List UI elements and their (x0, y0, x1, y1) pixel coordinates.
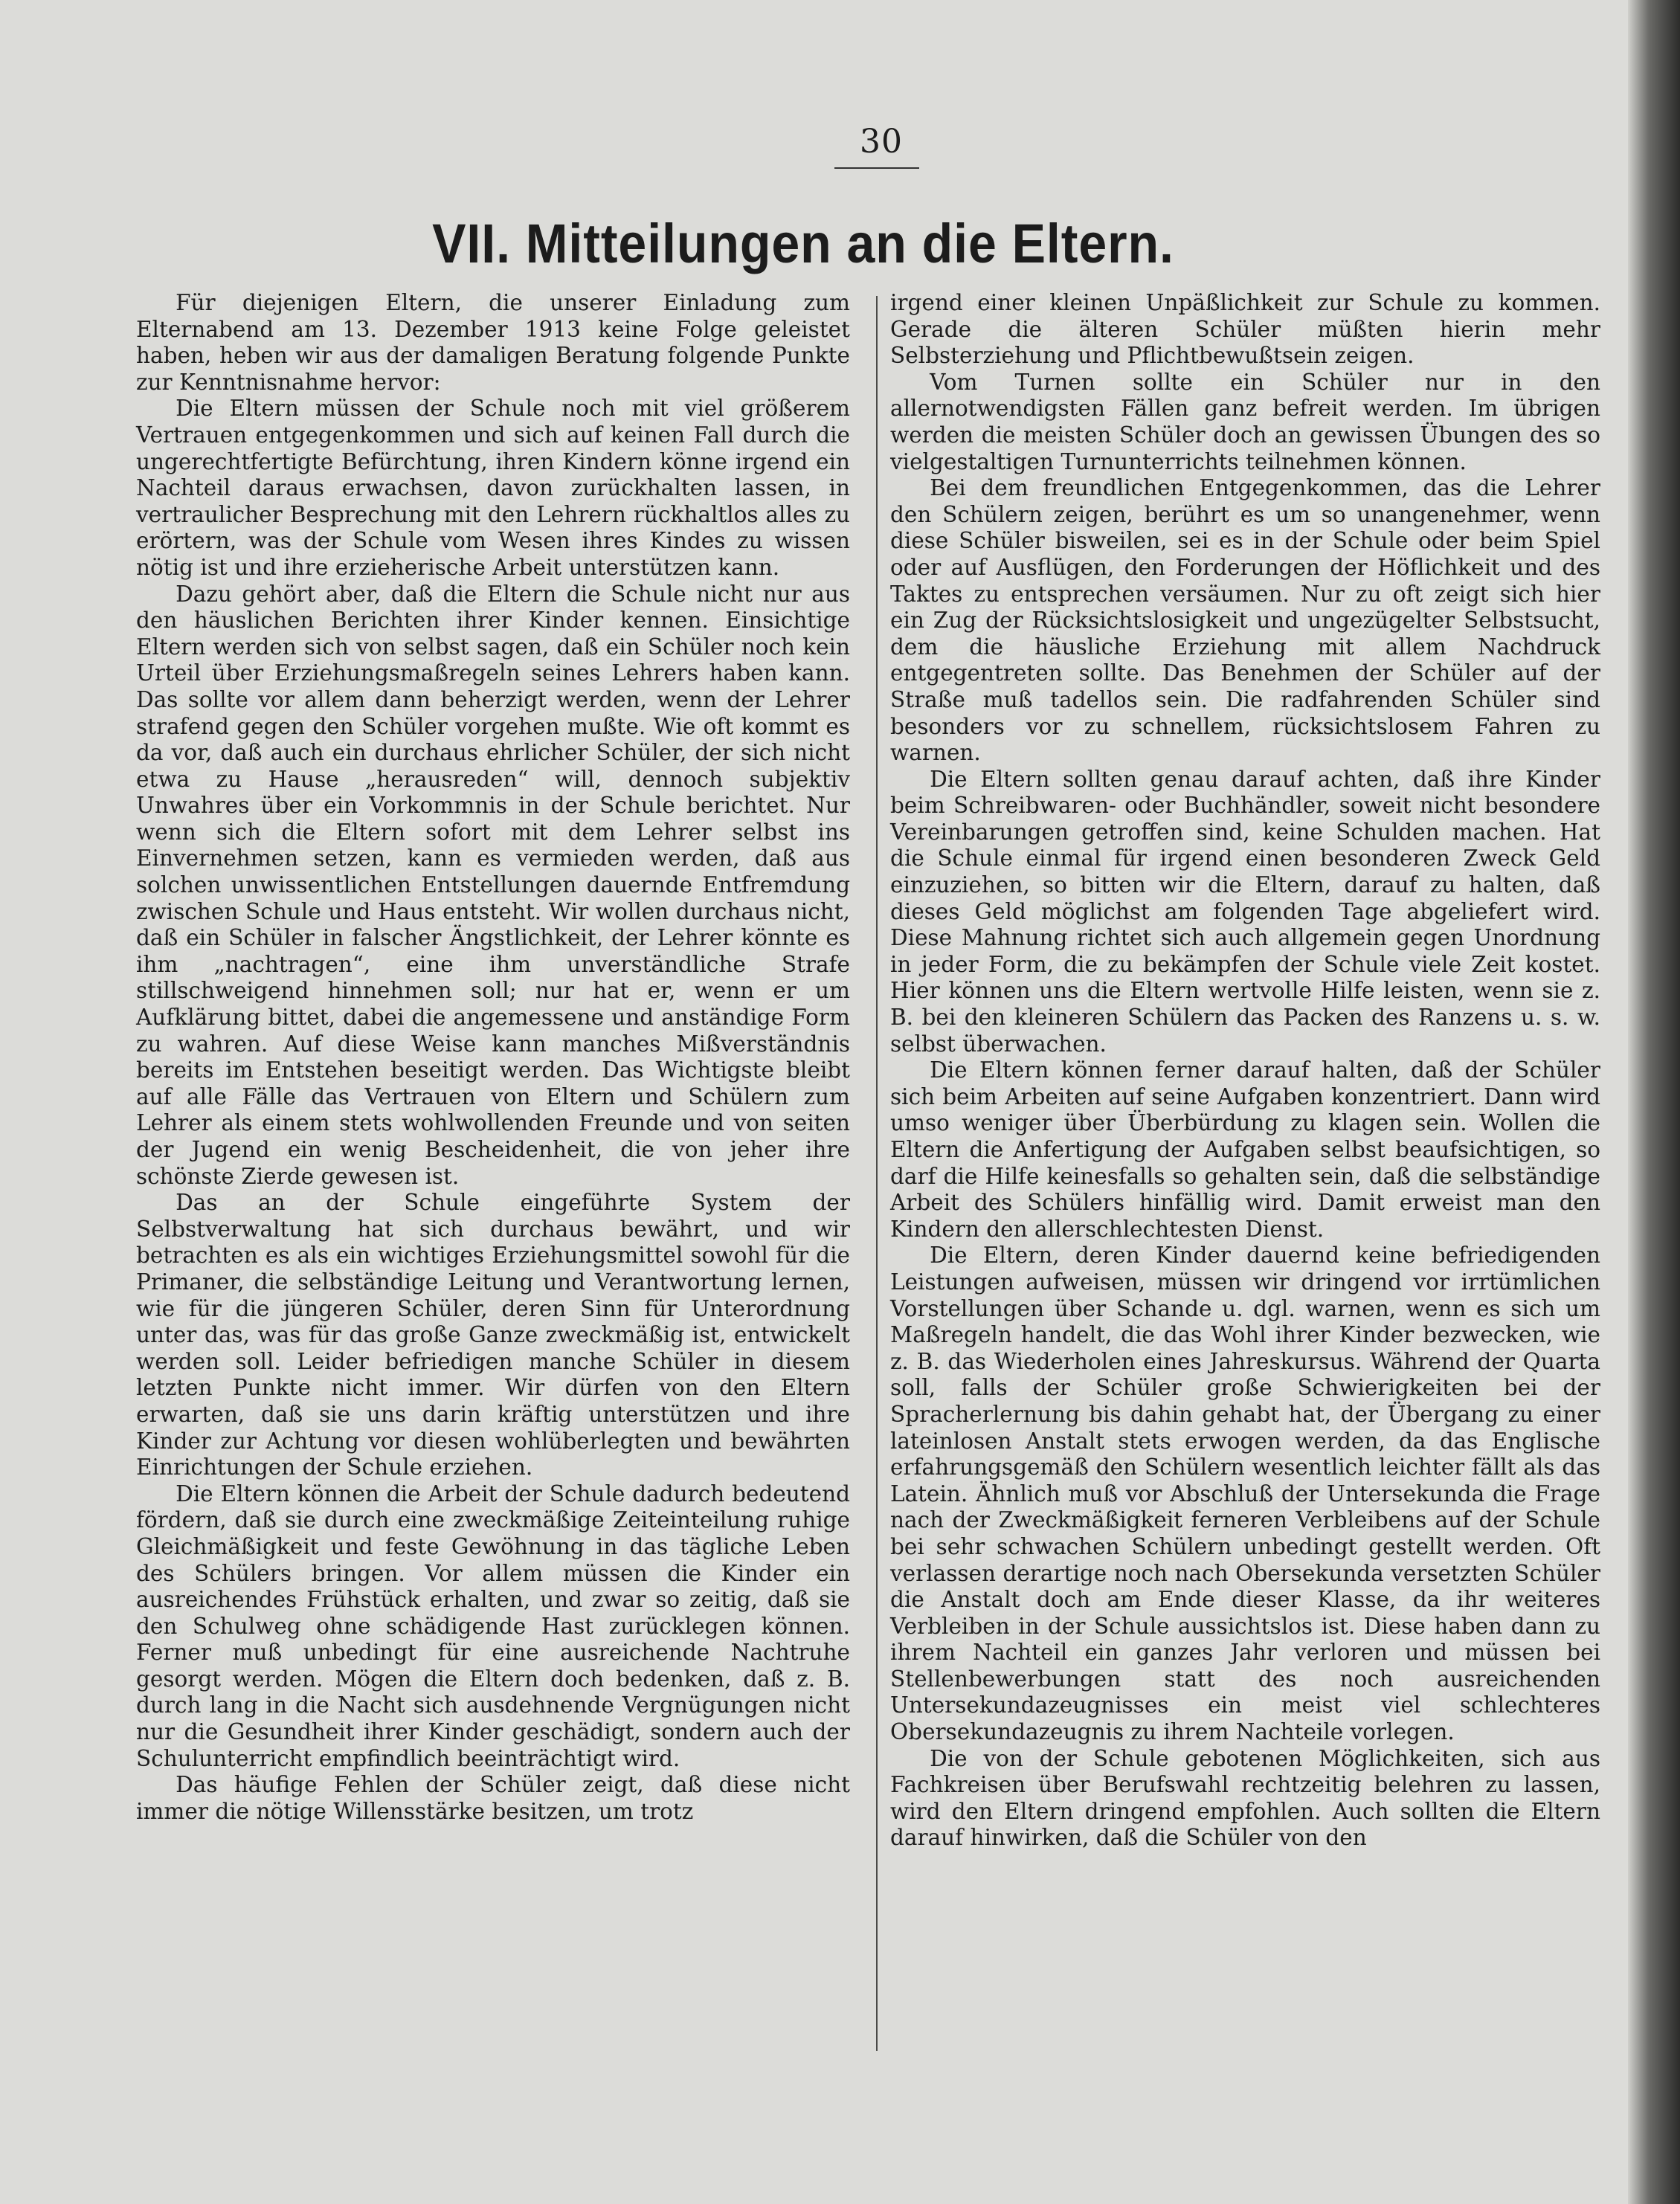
paragraph: Die Eltern können ferner darauf halten, daß der Schüler sich beim Arbeiten auf seine Aufgaben konzentriert. Dann wird umso weniger über Überbürdung zu klagen sein. Wollen die Eltern die Anfertigung der Aufgaben selbst beaufsichtigen, so darf die Hilfe keinesfalls so gehalten sein, daß die selbständige Arbeit des Schülers hinfällig wird. Damit erweist man den Kindern den allerschlechtesten Dienst. (890, 1057, 1600, 1242)
paragraph: Das häufige Fehlen der Schüler zeigt, daß diese nicht immer die nötige Willensstärke besitzen, um trotz (136, 1772, 850, 1824)
paragraph: Die Eltern können die Arbeit der Schule dadurch bedeutend fördern, daß sie durch eine zweckmäßige Zeiteinteilung ruhige Gleichmäßigkeit und feste Gewöhnung in das tägliche Leben des Schülers bringen. Vor allem müssen die Kinder ein ausreichendes Frühstück erhalten, und zwar so zeitig, daß sie den Schulweg ohne schädigende Hast zurücklegen können. Ferner muß unbedingt für eine ausreichende Nachtruhe gesorgt werden. Mögen die Eltern doch bedenken, daß z. B. durch lang in die Nacht sich ausdehnende Vergnügungen nicht nur die Gesundheit ihrer Kinder geschädigt, sondern auch der Schulunterricht empfindlich beeinträchtigt wird. (136, 1480, 850, 1771)
paragraph: Die Eltern, deren Kinder dauernd keine befriedigenden Leistungen aufweisen, müssen wir dringend vor irrtümlichen Vorstellungen über Schande u. dgl. warnen, wenn es sich um Maßregeln handelt, die das Wohl ihrer Kinder bezwecken, wie z. B. das Wiederholen eines Jahreskursus. Während der Quarta soll, falls der Schüler große Schwierigkeiten bei der Spracherlernung bis dahin gehabt hat, der Übergang zu einer lateinlosen Anstalt stets erwogen werden, da das Englische erfahrungsgemäß den Schülern wesentlich leichter fällt als das Latein. Ähnlich muß vor Abschluß der Untersekunda die Frage nach der Zweckmäßigkeit ferneren Verbleibens auf der Schule bei sehr schwachen Schülern unbedingt gestellt werden. Oft verlassen derartige noch nach Obersekunda versetzten Schüler die Anstalt doch am Ende dieser Klasse, da ihr weiteres Verbleiben in der Schule aussichtslos ist. Diese haben dann zu ihrem Nachteil ein ganzes Jahr verloren und müssen bei Stellenbewerbungen statt des noch ausreichenden Untersekundazeugnisses ein meist viel schlechteres Obersekundazeugnis zu ihrem Nachteile vorlegen. (890, 1243, 1600, 1745)
column-divider (876, 296, 878, 2051)
paragraph: irgend einer kleinen Unpäßlichkeit zur Schule zu kommen. Gerade die älteren Schüler müßten hierin mehr Selbsterziehung und Pflichtbewußtsein zeigen. (890, 290, 1600, 369)
paragraph: Dazu gehört aber, daß die Eltern die Schule nicht nur aus den häuslichen Berichten ihrer Kinder kennen. Einsichtige Eltern werden sich von selbst sagen, daß ein Schüler noch kein Urteil über Erziehungsmaßregeln seines Lehrers haben kann. Das sollte vor allem dann beherzigt werden, wenn der Lehrer strafend gegen den Schüler vorgehen mußte. Wie oft kommt es da vor, daß auch ein durchaus ehrlicher Schüler, der sich nicht etwa zu Hause „herausreden“ will, dennoch subjektiv Unwahres über ein Vorkommnis in der Schule berichtet. Nur wenn sich die Eltern sofort mit dem Lehrer selbst ins Einvernehmen setzen, kann es vermieden werden, daß aus solchen unwissentlichen Entstellungen dauernde Entfremdung zwischen Schule und Haus entsteht. Wir wollen durchaus nicht, daß ein Schüler in falscher Ängstlichkeit, der Lehrer könnte es ihm „nachtragen“, eine ihm unverständliche Strafe stillschweigend hinnehmen soll; nur hat er, wenn er um Aufklärung bittet, dabei die angemessene und anständige Form zu wahren. Auf diese Weise kann manches Mißverständnis bereits im Entstehen beseitigt werden. Das Wichtigste bleibt auf alle Fälle das Vertrauen von Eltern und Schülern zum Lehrer als einem stets wohlwollenden Freunde und von seiten der Jugend ein wenig Bescheidenheit, die von jeher ihre schönste Zierde gewesen ist. (136, 581, 850, 1189)
paragraph: Die Eltern sollten genau darauf achten, daß ihre Kinder beim Schreibwaren- oder Buchhändler, soweit nicht besondere Vereinbarungen getroffen sind, keine Schulden machen. Hat die Schule einmal für irgend einen besonderen Zweck Geld einzuziehen, so bitten wir die Eltern, darauf zu halten, daß dieses Geld möglichst am folgenden Tage abgeliefert wird. Diese Mahnung richtet sich auch allgemein gegen Unordnung in jeder Form, die zu bekämpfen der Schule viele Zeit kostet. Hier können uns die Eltern wertvolle Hilfe leisten, wenn sie z. B. bei den kleineren Schülern das Packen des Ranzens u. s. w. selbst überwachen. (890, 766, 1600, 1057)
page-number: 30 (860, 123, 903, 161)
paragraph: Bei dem freundlichen Entgegenkommen, das die Lehrer den Schülern zeigen, berührt es um so unangenehmer, wenn diese Schüler bisweilen, sei es in der Schule oder beim Spiel oder auf Ausflügen, den Forderungen der Höflichkeit und des Taktes zu entsprechen versäumen. Nur zu oft zeigt sich hier ein Zug der Rücksichtslosigkeit und ungezügelter Selbstsucht, dem die häusliche Erziehung mit allem Nachdruck entgegentreten sollte. Das Benehmen der Schüler auf der Straße muß tadellos sein. Die radfahrenden Schüler sind besonders vor zu schnellem, rücksichtslosem Fahren zu warnen. (890, 475, 1600, 766)
paragraph: Die Eltern müssen der Schule noch mit viel größerem Vertrauen entgegenkommen und sich auf keinen Fall durch die ungerechtfertigte Befürchtung, ihren Kindern könne irgend ein Nachteil daraus erwachsen, davon zurückhalten lassen, in vertraulicher Besprechung mit den Lehrern rückhaltlos alles zu erörtern, was der Schule vom Wesen ihres Kindes zu wissen nötig ist und ihre erzieherische Arbeit unterstützen kann. (136, 396, 850, 580)
paragraph: Für diejenigen Eltern, die unserer Einladung zum Elternabend am 13. Dezember 1913 keine Folge geleistet haben, heben wir aus der damaligen Beratung folgende Punkte zur Kenntnisnahme hervor: (136, 290, 850, 395)
left-column (136, 290, 850, 2060)
paragraph: Vom Turnen sollte ein Schüler nur in den allernotwendigsten Fällen ganz befreit werden. Im übrigen werden die meisten Schüler doch an gewissen Übungen des so vielgestaltigen Turnunterrichts teilnehmen können. (890, 369, 1600, 474)
paragraph: Die von der Schule gebotenen Möglichkeiten, sich aus Fachkreisen über Berufswahl rechtzeitig belehren zu lassen, wird den Eltern dringend empfohlen. Auch sollten die Eltern darauf hinwirken, daß die Schüler von den (890, 1745, 1600, 1851)
right-column (890, 290, 1600, 2060)
paragraph: Das an der Schule eingeführte System der Selbstverwaltung hat sich durchaus bewährt, und wir betrachten es als ein wichtiges Erziehungsmittel sowohl für die Primaner, die selbständige Leitung und Verantwortung lernen, wie für die jüngeren Schüler, deren Sinn für Unterordnung unter das, was für das große Ganze zweckmäßig ist, entwickelt werden soll. Leider befriedigen manche Schüler in diesem letzten Punkte nicht immer. Wir dürfen von den Eltern erwarten, daß sie uns darin kräftig unterstützen und ihre Kinder zur Achtung vor diesen wohlüberlegten und bewährten Einrichtungen der Schule erziehen. (136, 1190, 850, 1480)
page-edge-shadow (1628, 0, 1680, 2204)
chapter-title: VII. Mitteilungen an die Eltern. (432, 213, 1174, 274)
page-number-rule (834, 167, 919, 169)
